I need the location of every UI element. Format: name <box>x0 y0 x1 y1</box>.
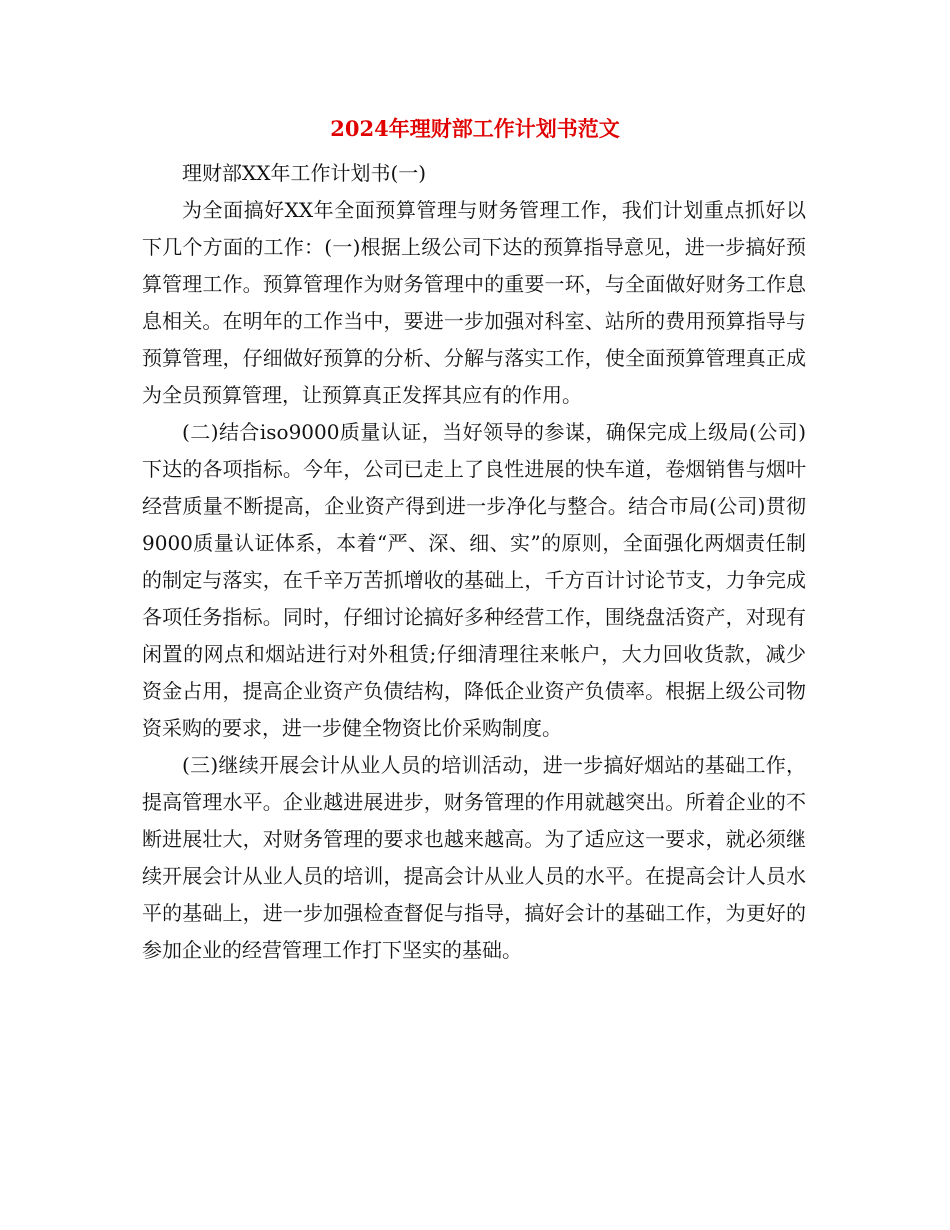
paragraph-3: (三)继续开展会计从业人员的培训活动，进一步搞好烟站的基础工作，提高管理水平。企业越进展进步，财务管理的作用就越突出。所着企业的不断进展壮大，对财务管理的要求也越来越高。为了适应这一要求，就必须继续开展会计从业人员的培训，提高会计从业人员的水平。在提高会计人员水平的基础上，进一步加强检查督促与指导，搞好会计的基础工作，为更好的参加企业的经营管理工作打下坚实的基础。 <box>142 753 806 962</box>
document-title: 2024年理财部工作计划书范文 <box>330 116 620 141</box>
paragraph-1: 为全面搞好XX年全面预算管理与财务管理工作，我们计划重点抓好以下几个方面的工作：(一)根据上级公司下达的预算指导意见，进一步搞好预算管理工作。预算管理作为财务管理中的重要一环，与全面做好财务工作息息相关。在明年的工作当中，要进一步加强对科室、站所的费用预算指导与预算管理，仔细做好预算的分析、分解与落实工作，使全面预算管理真正成为全员预算管理，让预算真正发挥其应有的作用。 <box>142 198 806 407</box>
paragraph-2: (二)结合iso9000质量认证，当好领导的参谋，确保完成上级局(公司)下达的各项指标。今年，公司已走上了良性进展的快车道，卷烟销售与烟叶经营质量不断提高，企业资产得到进一步净化与整合。结合市局(公司)贯彻9000质量认证体系，本着“严、深、细、实”的原则，全面强化两烟责任制的制定与落实，在千辛万苦抓增收的基础上，千方百计讨论节支，力争完成各项任务指标。同时，仔细讨论搞好多种经营工作，围绕盘活资产，对现有闲置的网点和烟站进行对外租赁;仔细清理往来帐户，大力回收货款，减少资金占用，提高企业资产负债结构，降低企业资产负债率。根据上级公司物资采购的要求，进一步健全物资比价采购制度。 <box>142 420 806 740</box>
paragraph-subtitle: 理财部XX年工作计划书(一) <box>182 161 427 185</box>
document-body <box>142 155 806 969</box>
